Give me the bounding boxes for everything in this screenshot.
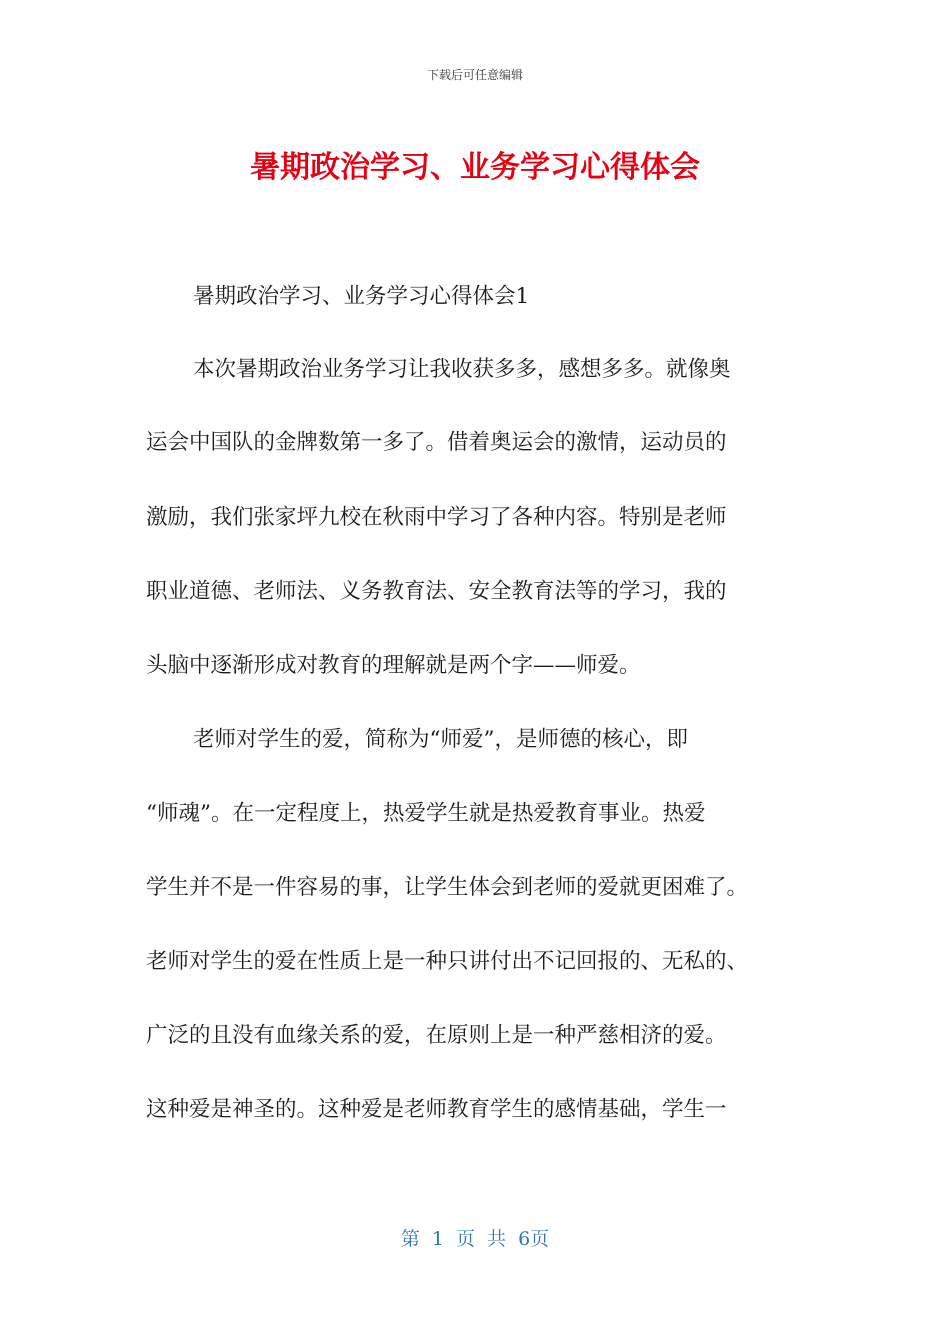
body-line: 头脑中逐渐形成对教育的理解就是两个字——师爱。 — [146, 653, 641, 678]
body-line: 这种爱是神圣的。这种爱是老师教育学生的感情基础，学生一 — [146, 1097, 727, 1122]
body-line: 职业道德、老师法、义务教育法、安全教育法等的学习，我的 — [146, 579, 727, 604]
body-line: 运会中国队的金牌数第一多了。借着奥运会的激情，运动员的 — [146, 430, 727, 455]
page-number-footer: 第 1 页 共 6页 — [400, 1228, 550, 1250]
page-header-note: 下载后可任意编辑 — [426, 68, 523, 82]
body-line: 老师对学生的爱在性质上是一种只讲付出不记回报的、无私的、 — [146, 949, 749, 974]
document-title: 暑期政治学习、业务学习心得体会 — [250, 150, 700, 185]
body-line: 本次暑期政治业务学习让我收获多多，感想多多。就像奥 — [193, 357, 731, 382]
body-line: 激励，我们张家坪九校在秋雨中学习了各种内容。特别是老师 — [146, 505, 727, 530]
section-heading: 暑期政治学习、业务学习心得体会1 — [193, 284, 530, 309]
body-line: “师魂”。在一定程度上，热爱学生就是热爱教育事业。热爱 — [146, 801, 706, 826]
body-line: 老师对学生的爱，简称为“师爱”，是师德的核心，即 — [193, 727, 688, 752]
body-line: 广泛的且没有血缘关系的爱，在原则上是一种严慈相济的爱。 — [146, 1023, 727, 1048]
body-line: 学生并不是一件容易的事，让学生体会到老师的爱就更困难了。 — [146, 875, 749, 900]
